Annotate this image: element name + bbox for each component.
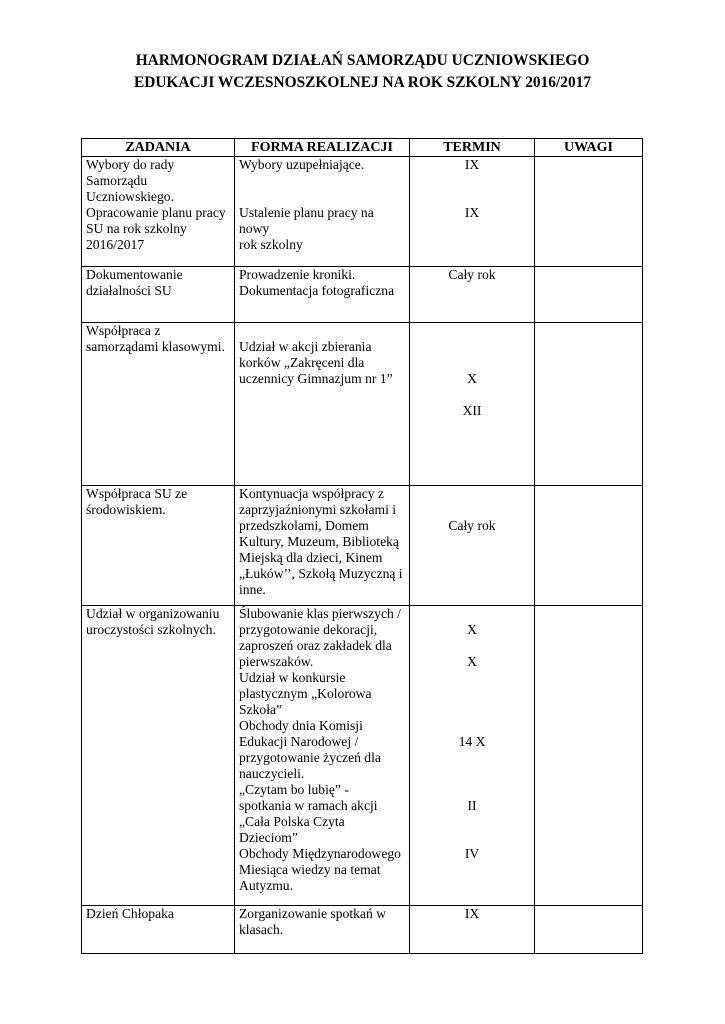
cell-text-line: inne. bbox=[239, 582, 266, 597]
cell-forma-realizacji bbox=[235, 486, 410, 606]
cell-text-line: Zorganizowanie spotkań w bbox=[239, 906, 386, 921]
cell-forma-realizacji bbox=[235, 606, 410, 906]
header-termin: TERMIN bbox=[410, 139, 535, 157]
document-title bbox=[0, 50, 725, 94]
cell-text-line: Miejską dla dzieci, Kinem bbox=[239, 550, 383, 565]
cell-text-line: Udział w akcji zbierania bbox=[239, 339, 372, 354]
cell-text-line: Edukacji Narodowej / bbox=[239, 734, 359, 749]
cell-text-line: uroczystości szkolnych. bbox=[86, 622, 216, 637]
cell-text-line: Cały rok bbox=[448, 518, 496, 533]
cell-termin bbox=[410, 157, 535, 267]
cell-text-line: nauczycieli. bbox=[239, 766, 305, 781]
cell-text-line bbox=[239, 173, 405, 189]
cell-text-line: IV bbox=[464, 846, 480, 861]
cell-text-line: X bbox=[467, 654, 477, 669]
header-forma-realizacji: FORMA REALIZACJI bbox=[235, 139, 410, 157]
cell-text-line: zaproszeń oraz zakładek dla bbox=[239, 638, 392, 653]
cell-text-line bbox=[414, 686, 530, 702]
cell-zadania bbox=[82, 323, 235, 486]
cell-text-line: „Łuków’’, Szkołą Muzyczną i bbox=[239, 566, 403, 581]
cell-text-line bbox=[239, 323, 405, 339]
header-uwagi: UWAGI bbox=[535, 139, 643, 157]
cell-text-line: „Czytam bo lubię” - bbox=[239, 782, 349, 797]
cell-text-line bbox=[414, 502, 530, 518]
cell-text-line bbox=[414, 830, 530, 846]
cell-termin bbox=[410, 323, 535, 486]
cell-text-line: korków „Zakręceni dla bbox=[239, 355, 365, 370]
table-header-row bbox=[82, 139, 643, 157]
cell-text-line bbox=[414, 355, 530, 371]
cell-text-line bbox=[414, 638, 530, 654]
cell-text-line bbox=[414, 718, 530, 734]
cell-text-line: uczennicy Gimnazjum nr 1” bbox=[239, 371, 393, 386]
cell-text-line bbox=[414, 606, 530, 622]
cell-text-line: IX bbox=[464, 157, 480, 172]
cell-text-line bbox=[414, 766, 530, 782]
cell-uwagi bbox=[535, 486, 643, 606]
cell-text-line: II bbox=[467, 798, 477, 813]
schedule-table bbox=[81, 138, 643, 954]
header-zadania: ZADANIA bbox=[82, 139, 235, 157]
cell-text-line bbox=[414, 782, 530, 798]
cell-text-line: XII bbox=[462, 403, 482, 418]
cell-text-line bbox=[414, 339, 530, 355]
cell-text-line: Autyzmu. bbox=[239, 878, 293, 893]
cell-text-line bbox=[239, 189, 405, 205]
cell-text-line: Kultury, Muzeum, Biblioteką bbox=[239, 534, 399, 549]
cell-text-line: Cały rok bbox=[448, 267, 496, 282]
cell-uwagi bbox=[535, 157, 643, 267]
cell-text-line: 2016/2017 bbox=[86, 237, 145, 252]
cell-text-line: Dokumentacja fotograficzna bbox=[239, 283, 395, 298]
cell-text-line: działalności SU bbox=[86, 283, 172, 298]
cell-text-line: przedszkolami, Domem bbox=[239, 518, 369, 533]
cell-text-line: Prowadzenie kroniki. bbox=[239, 267, 356, 282]
cell-text-line: „Cała Polska Czyta Dzieciom” bbox=[239, 814, 345, 845]
cell-uwagi bbox=[535, 906, 643, 954]
cell-text-line: Obchody dnia Komisji bbox=[239, 718, 363, 733]
cell-text-line bbox=[414, 750, 530, 766]
table-row bbox=[82, 323, 643, 486]
cell-text-line: Ustalenie planu pracy na nowy bbox=[239, 205, 374, 236]
cell-text-line: plastycznym „Kolorowa bbox=[239, 686, 372, 701]
cell-termin bbox=[410, 486, 535, 606]
cell-zadania bbox=[82, 486, 235, 606]
cell-termin bbox=[410, 906, 535, 954]
cell-text-line: Miesiąca wiedzy na temat bbox=[239, 862, 381, 877]
cell-text-line: Uczniowskiego. bbox=[86, 189, 174, 204]
cell-text-line: IX bbox=[464, 906, 480, 921]
cell-text-line bbox=[414, 670, 530, 686]
table-row bbox=[82, 486, 643, 606]
cell-text-line: Samorządu bbox=[86, 173, 148, 188]
cell-text-line: IX bbox=[464, 205, 480, 220]
cell-text-line bbox=[414, 702, 530, 718]
cell-text-line: pierwszaków. bbox=[239, 654, 314, 669]
cell-termin bbox=[410, 267, 535, 323]
cell-text-line: Wybory do rady bbox=[86, 157, 175, 172]
table-row bbox=[82, 267, 643, 323]
cell-text-line: Udział w organizowaniu bbox=[86, 606, 220, 621]
cell-text-line: samorządami klasowymi. bbox=[86, 339, 225, 354]
cell-forma-realizacji bbox=[235, 906, 410, 954]
cell-text-line: Dokumentowanie bbox=[86, 267, 183, 282]
cell-text-line: przygotowanie dekoracji, bbox=[239, 622, 378, 637]
table-row bbox=[82, 906, 643, 954]
cell-text-line: zaprzyjaźnionymi szkołami i bbox=[239, 502, 397, 517]
cell-text-line bbox=[414, 486, 530, 502]
cell-text-line: spotkania w ramach akcji bbox=[239, 798, 378, 813]
title-line-2: EDUKACJI WCZESNOSZKOLNEJ NA ROK SZKOLNY 2016/2017 bbox=[133, 74, 592, 91]
cell-text-line: X bbox=[467, 371, 477, 386]
cell-text-line: Dzień Chłopaka bbox=[86, 906, 174, 921]
cell-text-line: Współpraca SU ze bbox=[86, 486, 188, 501]
title-line-1: HARMONOGRAM DZIAŁAŃ SAMORZĄDU UCZNIOWSKIEGO bbox=[135, 52, 590, 69]
cell-forma-realizacji bbox=[235, 157, 410, 267]
cell-text-line: SU na rok szkolny bbox=[86, 221, 187, 236]
cell-zadania bbox=[82, 606, 235, 906]
cell-uwagi bbox=[535, 267, 643, 323]
cell-text-line: Obchody Międzynarodowego bbox=[239, 846, 401, 861]
cell-text-line: Opracowanie planu pracy bbox=[86, 205, 226, 220]
table-row bbox=[82, 606, 643, 906]
cell-termin bbox=[410, 606, 535, 906]
cell-text-line: środowiskiem. bbox=[86, 502, 166, 517]
cell-uwagi bbox=[535, 323, 643, 486]
cell-text-line: Udział w konkursie bbox=[239, 670, 346, 685]
cell-zadania bbox=[82, 906, 235, 954]
cell-forma-realizacji bbox=[235, 323, 410, 486]
cell-zadania bbox=[82, 267, 235, 323]
cell-text-line bbox=[414, 173, 530, 189]
table-row bbox=[82, 157, 643, 267]
cell-text-line: Wybory uzupełniające. bbox=[239, 157, 365, 172]
cell-text-line: X bbox=[467, 622, 477, 637]
cell-text-line bbox=[414, 814, 530, 830]
cell-text-line: przygotowanie życzeń dla bbox=[239, 750, 381, 765]
cell-text-line bbox=[414, 323, 530, 339]
cell-text-line bbox=[414, 189, 530, 205]
cell-text-line bbox=[414, 387, 530, 403]
cell-text-line: klasach. bbox=[239, 922, 284, 937]
cell-zadania bbox=[82, 157, 235, 267]
cell-uwagi bbox=[535, 606, 643, 906]
cell-text-line: Ślubowanie klas pierwszych / bbox=[239, 606, 401, 621]
cell-forma-realizacji bbox=[235, 267, 410, 323]
cell-text-line: 14 X bbox=[458, 734, 486, 749]
cell-text-line: Szkoła” bbox=[239, 702, 283, 717]
cell-text-line: rok szkolny bbox=[239, 237, 303, 252]
cell-text-line: Kontynuacja współpracy z bbox=[239, 486, 384, 501]
cell-text-line: Współpraca z bbox=[86, 323, 161, 338]
